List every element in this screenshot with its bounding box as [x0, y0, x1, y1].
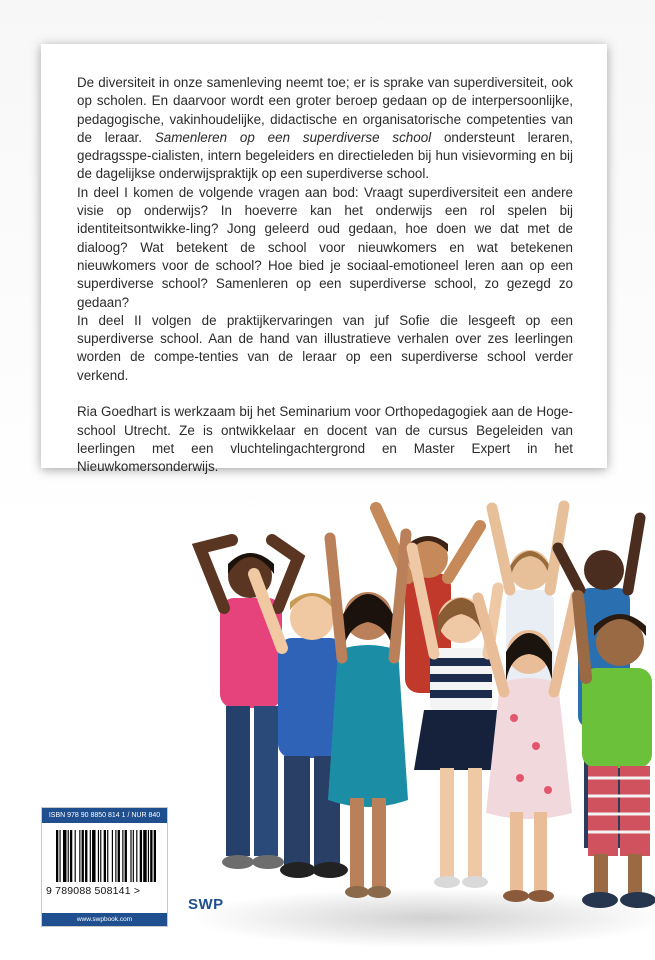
barcode-bar — [143, 830, 146, 882]
barcode-bar — [107, 830, 108, 882]
isbn-barcode-block — [41, 807, 168, 927]
barcode-bar — [63, 830, 66, 882]
barcode-bars — [56, 830, 156, 882]
blurb-text — [77, 74, 573, 477]
barcode-bar — [136, 830, 137, 882]
blurb-paragraph-part-one: In deel I komen de volgende vragen aan bod: Vraagt superdiversiteit een andere visie op onderwijs? In hoeverre kan het onderwijs een rol spelen bij identiteitsontwikke-ling? Jong geleerd oud gedaan, hoe doen we dat met de dialoog? Wat betekent de school voor nieuwkomers en wat betekenen nieuwkomers voor de school? Hoe bied je sociaal-emotioneel leren aan op een superdiverse school? Samenleren op een superdiverse school, zo gezegd zo gedaan? — [77, 184, 573, 310]
barcode-bar — [112, 830, 113, 882]
children-cheering-photo — [180, 478, 655, 960]
barcode-bar — [90, 830, 91, 882]
publisher-website: www.swpbook.com — [42, 913, 167, 926]
barcode-bar — [133, 830, 134, 882]
barcode-bar — [70, 830, 72, 882]
barcode-bar — [104, 830, 106, 882]
barcode-bar — [125, 830, 127, 882]
blurb-intro-text-end: ondersteunt leraren, gedragsspe-cialisten, intern begeleiders en directieleden bij hun visievorming en bij de dagelijkse onderwijspraktijk op een superdiverse school. — [77, 129, 573, 182]
barcode-bar — [68, 830, 69, 882]
barcode-bar — [100, 830, 101, 882]
author-bio: Ria Goedhart is werkzaam bij het Seminarium voor Orthopedagogiek aan de Hoge-school Utrecht. Ze is ontwikkelaar en docent van de cursus Begeleiden van leerlingen met een vluchtelingachtergrond en Master Expert in het Nieuwkomersonderwijs. — [77, 404, 573, 475]
blurb-paragraph-intro — [77, 74, 573, 184]
barcode-bar — [118, 830, 120, 882]
book-title-mention: Samenleren op een superdiverse school — [154, 129, 432, 145]
barcode-bar — [98, 830, 99, 882]
blurb-paragraph-part-two: In deel II volgen de praktijkervaringen van juf Sofie die lesgeeft op een superdiverse school. Aan de hand van illustratieve verhalen over zes leerlingen worden de compe-tenties van de leraar op een superdiverse school verder verkend. — [77, 312, 573, 383]
barcode-bar — [85, 830, 87, 882]
barcode-bar — [148, 830, 149, 882]
barcode-bar — [92, 830, 95, 882]
blurb-intro-text: De diversiteit in onze samenleving neemt toe; er is sprake van superdiversiteit, ook op scholen. En daarvoor wordt een groter beroep gedaan op de interpersoonlijke, pedagogische, vakinhoudelijke, didactische en organisatorische competenties van de leraar. — [77, 75, 573, 145]
ean-digits: 9 789088 508141 > — [46, 885, 141, 897]
barcode-bar — [82, 830, 84, 882]
barcode-bar — [150, 830, 152, 882]
blurb-panel — [41, 44, 607, 475]
paragraph-gap — [77, 385, 573, 403]
barcode-bar — [140, 830, 142, 882]
barcode-bar — [115, 830, 116, 882]
barcode-bar — [79, 830, 80, 882]
isbn-label: ISBN 978 90 8850 814 1 / NUR 840 — [42, 808, 167, 823]
barcode-bar — [59, 830, 60, 882]
barcode-bar — [130, 830, 131, 882]
barcode-bar — [75, 830, 76, 882]
barcode-bar — [56, 830, 58, 882]
barcode-bar — [122, 830, 123, 882]
barcode-bar — [154, 830, 156, 882]
publisher-logo: SWP — [188, 896, 224, 913]
